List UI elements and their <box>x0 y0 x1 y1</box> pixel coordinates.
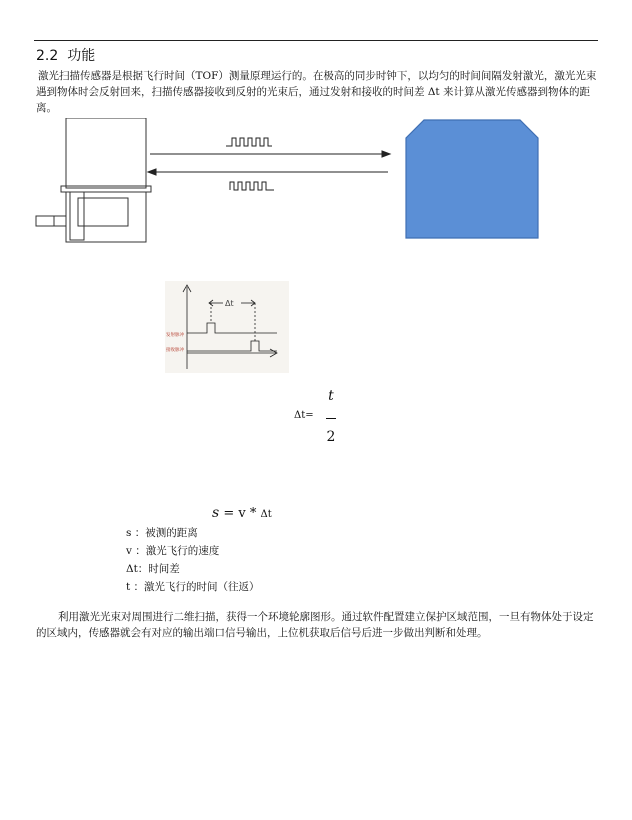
receive-pulse-label: 接收脉冲 <box>166 348 184 353</box>
formula2-eq: = v * <box>219 506 261 521</box>
target-shape <box>406 120 538 238</box>
sensor-connector <box>36 216 66 226</box>
definition-item: Δt：时间差 <box>126 563 180 575</box>
formula2-dt: Δt <box>260 509 272 520</box>
sensor-head <box>66 118 146 188</box>
intro-paragraph: 激光扫描传感器是根据飞行时间（TOF）测量原理运行的。在极高的同步时钟下，以均匀的时间间隔发射激光，激光光束遇到物体时会反射回来，扫描传感器接收到反射的光束后，通过发射和接收的时间差 Δt 来计算从激光传感器到物体的距离。 <box>36 70 597 114</box>
sensor-side-panel <box>70 192 84 240</box>
formula1-fraction <box>324 388 338 445</box>
variable-definitions <box>126 524 260 596</box>
section-heading <box>36 45 95 65</box>
formula1-numerator: t <box>328 388 334 404</box>
formula-distance <box>212 505 272 521</box>
emit-arrow-head <box>382 151 390 157</box>
timing-diagram <box>165 281 289 373</box>
sensor-collar <box>61 186 151 192</box>
definition-item: s ：被测的距离 <box>126 527 198 539</box>
header-rule <box>34 40 598 41</box>
section-title: 功能 <box>67 48 96 64</box>
target-object <box>404 118 540 240</box>
formula2-s: s <box>212 505 220 521</box>
formula-delta-t <box>294 388 354 448</box>
closing-paragraph: 利用激光光束对周围进行二维扫描，获得一个环境轮廓图形。通过软件配置建立保护区域范围，一旦有物体处于设定的区域内，传感器就会有对应的输出端口信号输出，上位机获取后信号后进一步做出判断和处理。 <box>36 611 594 639</box>
laser-sensor-illustration <box>34 118 154 248</box>
definition-item: v ：激光飞行的速度 <box>126 545 220 557</box>
formula1-lhs: Δt= <box>294 410 314 421</box>
emit-pulse-train <box>226 138 272 146</box>
beam-diagram <box>146 132 396 194</box>
fraction-bar <box>326 418 336 419</box>
section-number: 2.2 <box>36 48 59 64</box>
emit-pulse-label: 发射脉冲 <box>166 333 184 338</box>
definition-item: t ：激光飞行的时间（往返） <box>126 581 260 593</box>
formula1-denominator: 2 <box>326 429 336 445</box>
delta-t-label: Δt <box>225 299 234 308</box>
timing-background <box>165 281 289 373</box>
sensor-window <box>78 198 128 226</box>
return-pulse-train <box>230 182 274 190</box>
return-arrow-head <box>148 169 156 175</box>
